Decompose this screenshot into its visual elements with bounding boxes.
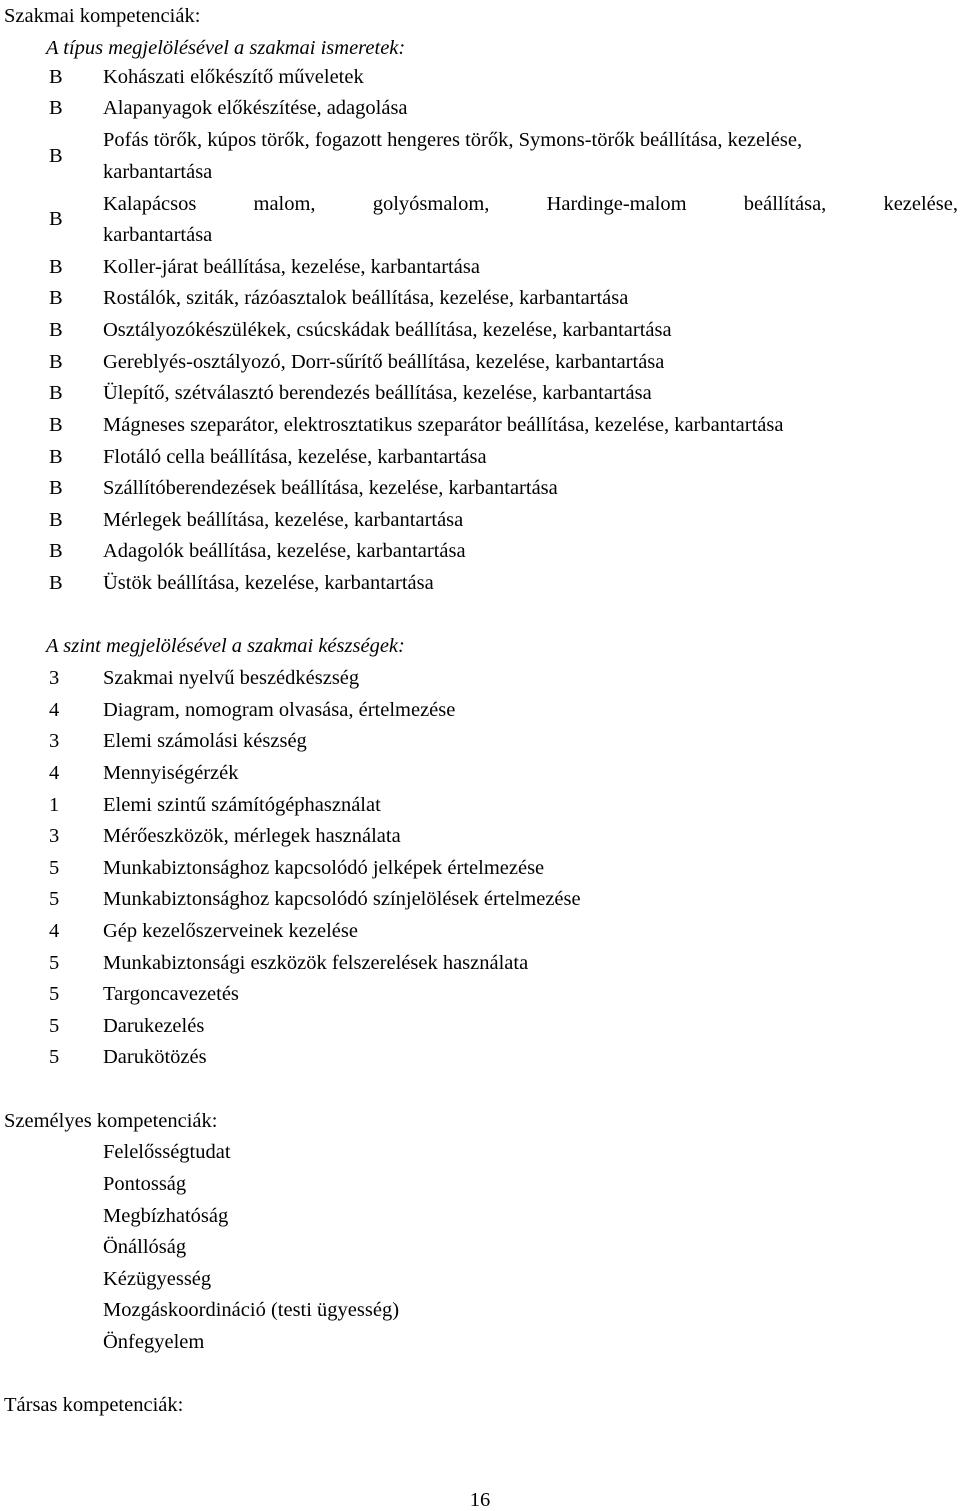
word: Hardinge-malom: [546, 193, 687, 215]
skill-level: 1: [49, 794, 60, 816]
word: Kalapácsos: [103, 193, 197, 215]
type-code: B: [49, 287, 63, 309]
personal-competencies-heading: Személyes kompetenciák:: [4, 1110, 218, 1132]
item-text: Adagolók beállítása, kezelése, karbantartása: [103, 540, 466, 562]
skill-text: Munkabiztonsághoz kapcsolódó színjelölések értelmezése: [103, 888, 581, 910]
skill-text: Darukötözés: [103, 1046, 207, 1068]
list-item: Mozgáskoordináció (testi ügyesség): [103, 1299, 400, 1321]
skill-text: Munkabiztonsághoz kapcsolódó jelképek értelmezése: [103, 857, 545, 879]
type-code: B: [49, 477, 63, 499]
skill-text: Mérőeszközök, mérlegek használata: [103, 825, 401, 847]
skill-level: 4: [49, 920, 60, 942]
professional-competencies-heading: Szakmai kompetenciák:: [4, 5, 201, 27]
item-text: Kohászati előkészítő műveletek: [103, 66, 364, 88]
type-code: B: [49, 382, 63, 404]
item-text: Rostálók, sziták, rázóasztalok beállítása, kezelése, karbantartása: [103, 287, 629, 309]
item-text: Osztályozókészülékek, csúcskádak beállítása, kezelése, karbantartása: [103, 319, 672, 341]
list-item: Kézügyesség: [103, 1268, 212, 1290]
type-code: B: [49, 351, 63, 373]
skill-level: 3: [49, 730, 60, 752]
list-item: Megbízhatóság: [103, 1205, 229, 1227]
skill-level: 5: [49, 952, 60, 974]
word: beállítása,: [743, 193, 827, 215]
item-text: Ülepítő, szétválasztó berendezés beállítása, kezelése, karbantartása: [103, 382, 652, 404]
item-text: Alapanyagok előkészítése, adagolása: [103, 97, 408, 119]
skill-text: Darukezelés: [103, 1015, 205, 1037]
word: kezelése,: [883, 193, 958, 215]
type-code: B: [49, 446, 63, 468]
type-code: B: [49, 97, 63, 119]
skill-text: Targoncavezetés: [103, 983, 239, 1005]
item-text-continued: karbantartása: [103, 161, 213, 183]
skill-text: Szakmai nyelvű beszédkészség: [103, 667, 360, 689]
item-text-continued: karbantartása: [103, 224, 213, 246]
skill-level: 3: [49, 825, 60, 847]
type-code: B: [49, 572, 63, 594]
skill-text: Diagram, nomogram olvasása, értelmezése: [103, 699, 456, 721]
item-text: Pofás törők, kúpos törők, fogazott hengeres törők, Symons-törők beállítása, kezelése,: [103, 129, 803, 151]
skill-text: Munkabiztonsági eszközök felszerelések használata: [103, 952, 529, 974]
skill-level: 5: [49, 857, 60, 879]
social-competencies-heading: Társas kompetenciák:: [4, 1394, 184, 1416]
skill-level: 4: [49, 699, 60, 721]
skill-text: Gép kezelőszerveinek kezelése: [103, 920, 358, 942]
word: golyósmalom,: [372, 193, 490, 215]
skill-level: 5: [49, 983, 60, 1005]
skill-text: Elemi szintű számítógéphasználat: [103, 794, 381, 816]
type-code: B: [49, 414, 63, 436]
item-text-justified: [103, 194, 958, 215]
page-number: 16: [469, 1489, 491, 1511]
item-text: Szállítóberendezések beállítása, kezelése, karbantartása: [103, 477, 558, 499]
type-code: B: [49, 66, 63, 88]
type-code: B: [49, 145, 63, 167]
type-code: B: [49, 256, 63, 278]
knowledge-subheading: A típus megjelölésével a szakmai ismeretek:: [46, 37, 406, 59]
type-code: B: [49, 509, 63, 531]
list-item: Önfegyelem: [103, 1331, 205, 1353]
skill-level: 5: [49, 888, 60, 910]
item-text: Mérlegek beállítása, kezelése, karbantartása: [103, 509, 464, 531]
skill-level: 4: [49, 762, 60, 784]
skill-text: Mennyiségérzék: [103, 762, 239, 784]
skill-text: Elemi számolási készség: [103, 730, 307, 752]
item-text: Üstök beállítása, kezelése, karbantartása: [103, 572, 434, 594]
item-text: Mágneses szeparátor, elektrosztatikus szeparátor beállítása, kezelése, karbantartása: [103, 414, 784, 436]
skills-subheading: A szint megjelölésével a szakmai készségek:: [46, 635, 405, 657]
item-text: Koller-járat beállítása, kezelése, karbantartása: [103, 256, 480, 278]
type-code: B: [49, 319, 63, 341]
word: malom,: [253, 193, 316, 215]
list-item: Felelősségtudat: [103, 1141, 231, 1163]
item-text: Gereblyés-osztályozó, Dorr-sűrítő beállítása, kezelése, karbantartása: [103, 351, 665, 373]
type-code: B: [49, 208, 63, 230]
skill-level: 3: [49, 667, 60, 689]
list-item: Önállóság: [103, 1236, 187, 1258]
list-item: Pontosság: [103, 1173, 187, 1195]
type-code: B: [49, 540, 63, 562]
item-text: Flotáló cella beállítása, kezelése, karbantartása: [103, 446, 487, 468]
skill-level: 5: [49, 1046, 60, 1068]
skill-level: 5: [49, 1015, 60, 1037]
